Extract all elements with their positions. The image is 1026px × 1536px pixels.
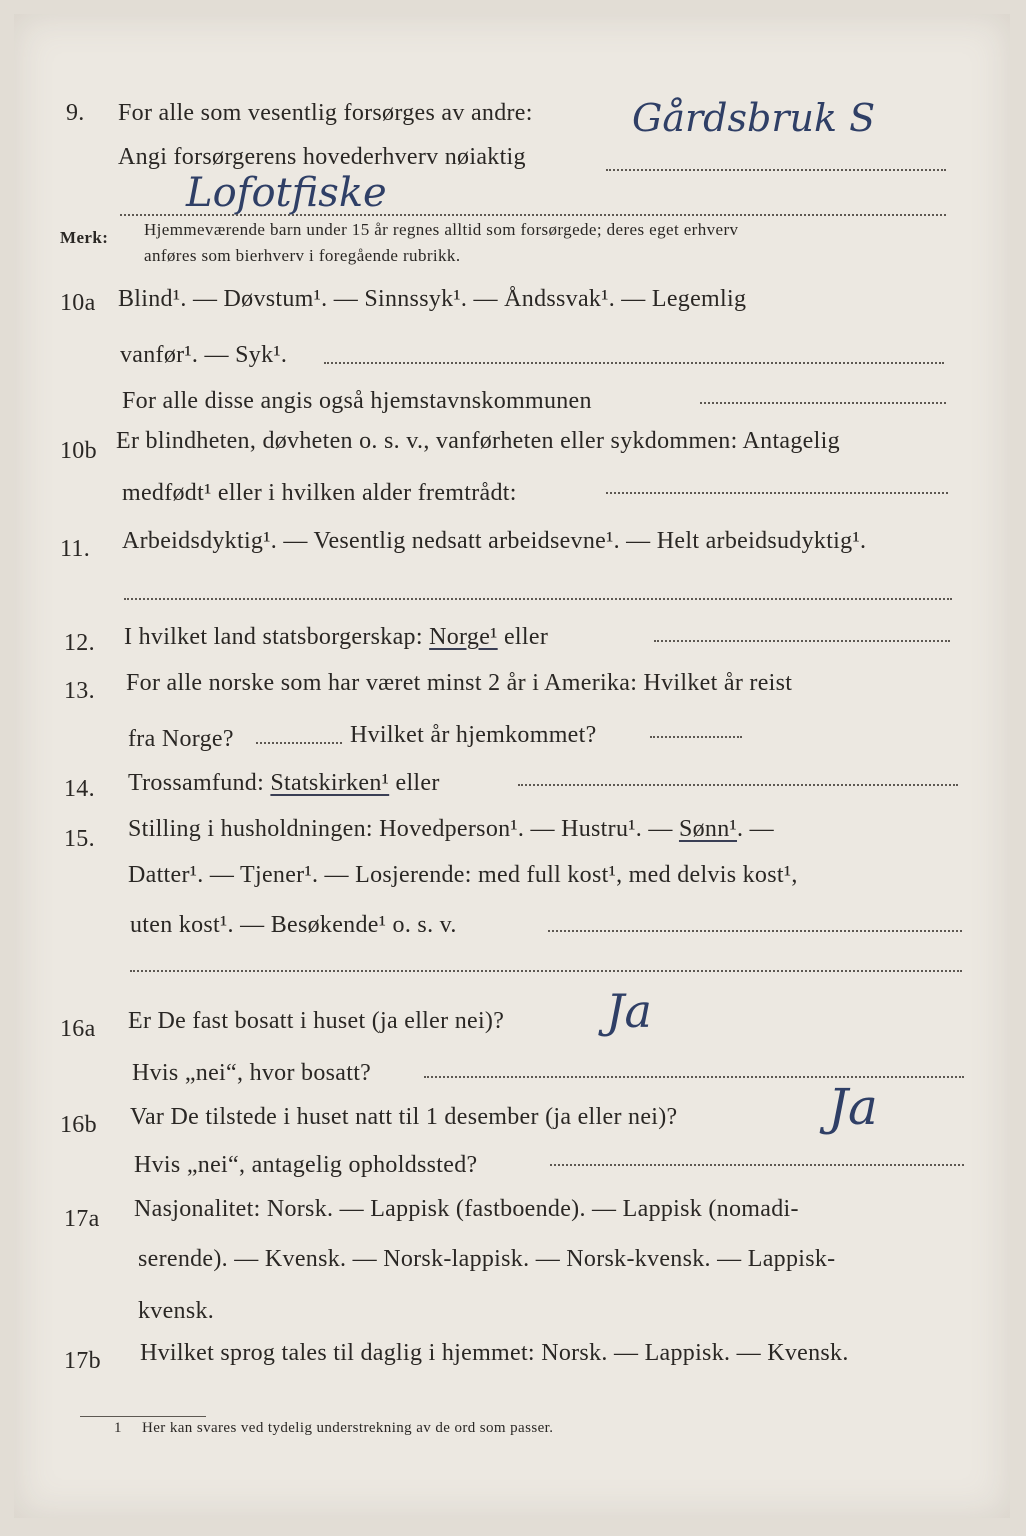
q16a-line2: Hvis „nei“, hvor bosatt?	[132, 1060, 372, 1086]
q9-answer-line-2	[120, 214, 946, 216]
q17a-line3: kvensk.	[138, 1298, 215, 1324]
q14-selected-statskirken: Statskirken¹	[270, 770, 390, 796]
q13-line1: For alle norske som har været minst 2 år i Amerika: Hvilket år reist	[126, 670, 793, 696]
q16b-answer-line	[550, 1164, 964, 1166]
q14-answer-line	[518, 784, 958, 786]
q9-line1: For alle som vesentlig forsørges av andre:	[118, 100, 533, 126]
q16a-number: 16a	[60, 1016, 96, 1042]
q17a-line2: serende). — Kvensk. — Norsk-lappisk. — Norsk-kvensk. — Lappisk-	[138, 1246, 836, 1272]
q9-number: 9.	[66, 100, 85, 126]
q11-number: 11.	[60, 536, 91, 562]
q10a-answer-line-2	[700, 402, 946, 404]
q16a-line1: Er De fast bosatt i huset (ja eller nei)?	[128, 1008, 505, 1034]
q10a-answer-line-1	[324, 362, 944, 364]
q11-answer-line	[124, 598, 952, 600]
q17b-number: 17b	[64, 1348, 101, 1374]
q13-year-returned-line	[650, 736, 742, 738]
q12-selected-norge: Norge¹	[429, 624, 498, 650]
q16b-line2: Hvis „nei“, antagelig opholdssted?	[134, 1152, 478, 1178]
q10b-answer-line	[606, 492, 948, 494]
footnote-rule	[80, 1416, 206, 1417]
q16a-handwritten-answer: Ja	[606, 984, 652, 1038]
merk-label: Merk:	[60, 228, 109, 247]
q15-answer-line-1	[548, 930, 962, 932]
q15-selected-sonn: Sønn¹	[678, 816, 738, 842]
merk-line2: anføres som bierhverv i foregående rubrikk.	[144, 246, 461, 265]
q13-number: 13.	[64, 678, 95, 704]
q16b-number: 16b	[60, 1112, 97, 1138]
footnote-mark: 1	[114, 1420, 122, 1436]
q15-number: 15.	[64, 826, 95, 852]
q11-line1: Arbeidsdyktig¹. — Vesentlig nedsatt arbeidsevne¹. — Helt arbeidsudyktig¹.	[122, 528, 867, 554]
q9-line2: Angi forsørgerens hovederhverv nøiaktig	[118, 144, 526, 170]
q15-line2: Datter¹. — Tjener¹. — Losjerende: med full kost¹, med delvis kost¹,	[128, 862, 798, 888]
q10b-line2: medfødt¹ eller i hvilken alder fremtrådt:	[122, 480, 517, 506]
merk-line1: Hjemmeværende barn under 15 år regnes alltid som forsørgede; deres eget erhverv	[144, 220, 739, 239]
q15-answer-line-2	[130, 970, 962, 972]
q13-line2a: fra Norge?	[128, 726, 234, 752]
q15-line3: uten kost¹. — Besøkende¹ o. s. v.	[130, 912, 457, 938]
q16b-line1: Var De tilstede i huset natt til 1 desember (ja eller nei)?	[130, 1104, 678, 1130]
q10a-line1: Blind¹. — Døvstum¹. — Sinnssyk¹. — Åndssvak¹. — Legemlig	[118, 286, 747, 312]
q13-year-left-line	[256, 742, 342, 744]
q10a-line3: For alle disse angis også hjemstavnskommunen	[122, 388, 592, 414]
q14-number: 14.	[64, 776, 95, 802]
q16a-answer-line	[424, 1076, 964, 1078]
q13-line2b: Hvilket år hjemkommet?	[350, 722, 597, 748]
q10b-line1: Er blindheten, døvheten o. s. v., vanførheten eller sykdommen: Antagelig	[116, 428, 840, 454]
q12-answer-line	[654, 640, 950, 642]
footnote-text: Her kan svares ved tydelig understrekning av de ord som passer.	[142, 1420, 554, 1436]
q12-number: 12.	[64, 630, 95, 656]
q15-line1: Stilling i husholdningen: Hovedperson¹. — Hustru¹. — Sønn¹. —	[128, 816, 774, 842]
q9-handwritten-answer-1: Gårdsbruk S	[632, 96, 876, 140]
q17a-number: 17a	[64, 1206, 100, 1232]
q9-answer-line-1	[606, 169, 946, 171]
q17a-line1: Nasjonalitet: Norsk. — Lappisk (fastboende). — Lappisk (nomadi-	[134, 1196, 799, 1222]
q16b-handwritten-answer: Ja	[828, 1078, 878, 1136]
q12-line: I hvilket land statsborgerskap: Norge¹ eller	[124, 624, 549, 650]
q14-line: Trossamfund: Statskirken¹ eller	[128, 770, 440, 796]
q9-handwritten-answer-2: Lofotfiske	[186, 170, 387, 216]
q10a-line2: vanfør¹. — Syk¹.	[120, 342, 288, 368]
q10b-number: 10b	[60, 438, 97, 464]
q17b-line1: Hvilket sprog tales til daglig i hjemmet: Norsk. — Lappisk. — Kvensk.	[140, 1340, 849, 1366]
q10a-number: 10a	[60, 290, 96, 316]
